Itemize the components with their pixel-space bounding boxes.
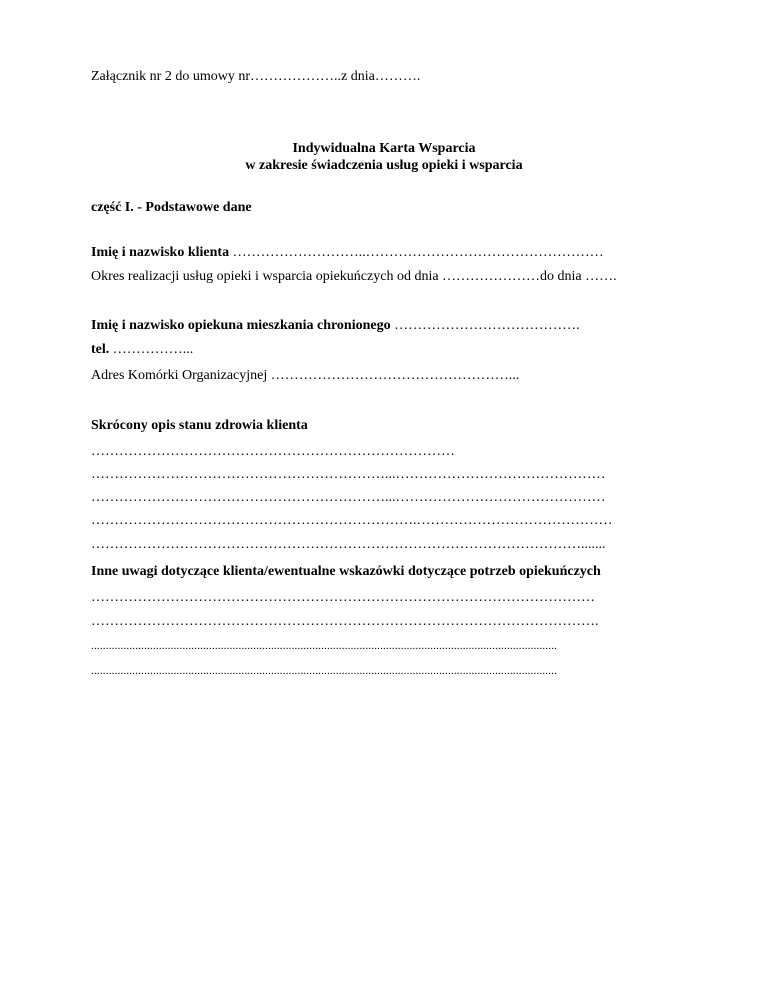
caregiver-name-label: Imię i nazwisko opiekuna mieszkania chronionego bbox=[91, 318, 391, 333]
health-line-2: ………………………………………………………...……………………………………… bbox=[91, 467, 606, 482]
notes-line-2: ………………………………………………………………………………………………. bbox=[91, 614, 599, 629]
caregiver-tel-line bbox=[91, 341, 193, 359]
document-subtitle: w zakresie świadczenia usług opieki i wsparcia bbox=[245, 158, 523, 173]
health-line-5: ……………………………………………………………………………………………....... bbox=[91, 537, 606, 552]
service-period-line: Okres realizacji usług opieki i wsparcia opiekuńczych od dnia …………………do dnia ……. bbox=[91, 269, 617, 284]
notes-line-4: .............................................................................................................................................................. bbox=[91, 665, 558, 677]
document-title: Indywidualna Karta Wsparcia bbox=[292, 141, 476, 156]
caregiver-name-line bbox=[91, 317, 580, 335]
notes-line-3: .............................................................................................................................................................. bbox=[91, 640, 558, 652]
notes-line-1: ……………………………………………………………………………………………… bbox=[91, 590, 595, 605]
section-heading-basic-data: część I. - Podstawowe dane bbox=[91, 200, 252, 215]
caregiver-name-dots: …………………………………. bbox=[394, 318, 580, 333]
unit-address-line: Adres Komórki Organizacyjnej ……………………………………………... bbox=[91, 368, 520, 383]
client-name-line bbox=[91, 244, 604, 262]
annex-line: Załącznik nr 2 do umowy nr………………..z dnia………. bbox=[91, 69, 421, 84]
health-line-1: …………………………………………………………………… bbox=[91, 444, 455, 459]
health-heading: Skrócony opis stanu zdrowia klienta bbox=[91, 418, 308, 433]
caregiver-tel-label: tel. bbox=[91, 342, 110, 357]
client-name-label: Imię i nazwisko klienta bbox=[91, 245, 230, 260]
health-line-4: …………………………………………………………….…………………………………… bbox=[91, 513, 613, 528]
health-line-3: ………………………………………………………...……………………………………… bbox=[91, 490, 606, 505]
notes-heading: Inne uwagi dotyczące klienta/ewentualne wskazówki dotyczące potrzeb opiekuńczych bbox=[91, 564, 601, 579]
client-name-dots: ………………………..…………………………………………… bbox=[232, 245, 604, 260]
caregiver-tel-dots: ……………... bbox=[112, 342, 194, 357]
